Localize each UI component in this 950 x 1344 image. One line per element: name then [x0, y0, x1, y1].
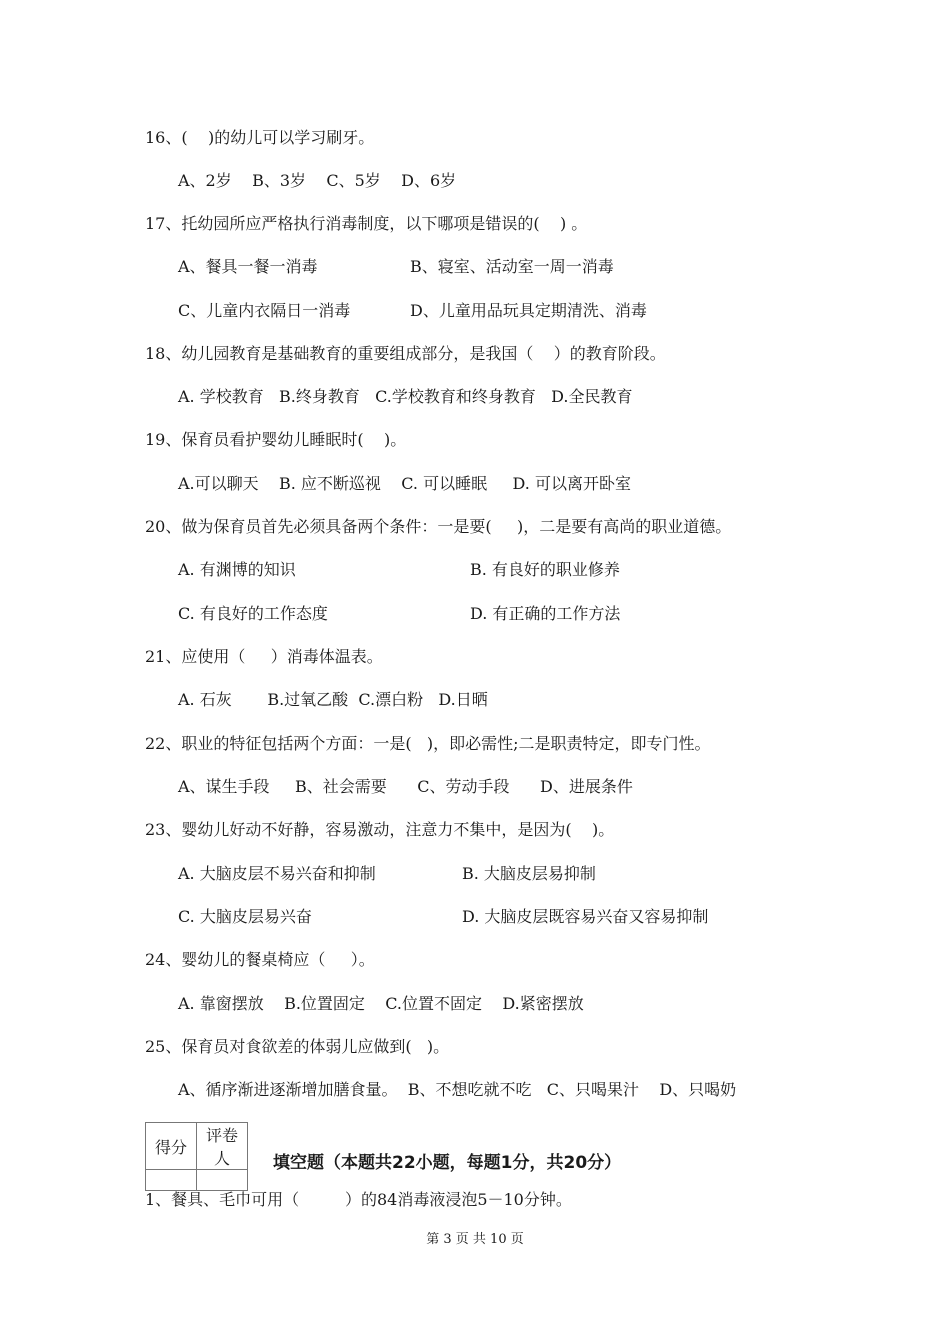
- question-19: 19、保育员看护婴幼儿睡眠时( )。: [145, 430, 407, 449]
- question-20-option-a: A. 有渊博的知识: [178, 560, 296, 579]
- question-23-option-b: B. 大脑皮层易抑制: [462, 864, 596, 883]
- question-19-options: A.可以聊天 B. 应不断巡视 C. 可以睡眠 D. 可以离开卧室: [178, 474, 631, 493]
- question-25: 25、保育员对食欲差的体弱儿应做到( )。: [145, 1037, 450, 1056]
- question-20-option-c: C. 有良好的工作态度: [178, 604, 328, 623]
- question-23-option-c: C. 大脑皮层易兴奋: [178, 907, 312, 926]
- score-table: [145, 1122, 248, 1191]
- question-23: 23、婴幼儿好动不好静，容易激动，注意力不集中，是因为( )。: [145, 820, 615, 839]
- question-17: 17、托幼园所应严格执行消毒制度，以下哪项是错误的( ) 。: [145, 214, 588, 233]
- question-21-options: A. 石灰 B.过氧乙酸 C.漂白粉 D.日晒: [178, 690, 488, 709]
- score-cell[interactable]: [146, 1170, 197, 1191]
- question-16: 16、( )的幼儿可以学习刷牙。: [145, 128, 375, 147]
- question-17-option-d: D、儿童用品玩具定期清洗、消毒: [410, 301, 647, 320]
- question-21: 21、应使用（ ）消毒体温表。: [145, 647, 383, 666]
- question-22: 22、职业的特征包括两个方面：一是( )，即必需性;二是职责特定，即专门性。: [145, 734, 711, 753]
- question-25-options: A、循序渐进逐渐增加膳食量。 B、不想吃就不吃 C、只喝果汁 D、只喝奶: [178, 1080, 737, 1099]
- question-23-option-a: A. 大脑皮层不易兴奋和抑制: [178, 864, 376, 883]
- question-24-options: A. 靠窗摆放 B.位置固定 C.位置不固定 D.紧密摆放: [178, 994, 584, 1013]
- grader-header: 评卷人: [197, 1123, 248, 1170]
- question-17-option-a: A、餐具一餐一消毒: [178, 257, 318, 276]
- question-23-option-d: D. 大脑皮层既容易兴奋又容易抑制: [462, 907, 709, 926]
- question-17-option-c: C、儿童内衣隔日一消毒: [178, 301, 351, 320]
- page-footer: 第 3 页 共 10 页: [426, 1232, 524, 1247]
- question-17-option-b: B、寝室、活动室一周一消毒: [410, 257, 614, 276]
- score-header: 得分: [146, 1123, 197, 1170]
- grader-cell[interactable]: [197, 1170, 248, 1191]
- question-16-options: A、2岁 B、3岁 C、5岁 D、6岁: [178, 171, 457, 190]
- question-20: 20、做为保育员首先必须具备两个条件：一是要( )，二是要有高尚的职业道德。: [145, 517, 732, 536]
- question-18: 18、幼儿园教育是基础教育的重要组成部分，是我国（ ）的教育阶段。: [145, 344, 666, 363]
- fill-question-1: 1、餐具、毛巾可用（ ）的84消毒液浸泡5－10分钟。: [145, 1190, 572, 1209]
- question-18-options: A. 学校教育 B.终身教育 C.学校教育和终身教育 D.全民教育: [178, 387, 633, 406]
- question-20-option-b: B. 有良好的职业修养: [470, 560, 620, 579]
- question-20-option-d: D. 有正确的工作方法: [470, 604, 621, 623]
- question-22-options: A、谋生手段 B、社会需要 C、劳动手段 D、进展条件: [178, 777, 633, 796]
- question-24: 24、婴幼儿的餐桌椅应（ ）。: [145, 950, 375, 969]
- section-title: 填空题（本题共22小题，每题1分，共20分）: [273, 1153, 622, 1173]
